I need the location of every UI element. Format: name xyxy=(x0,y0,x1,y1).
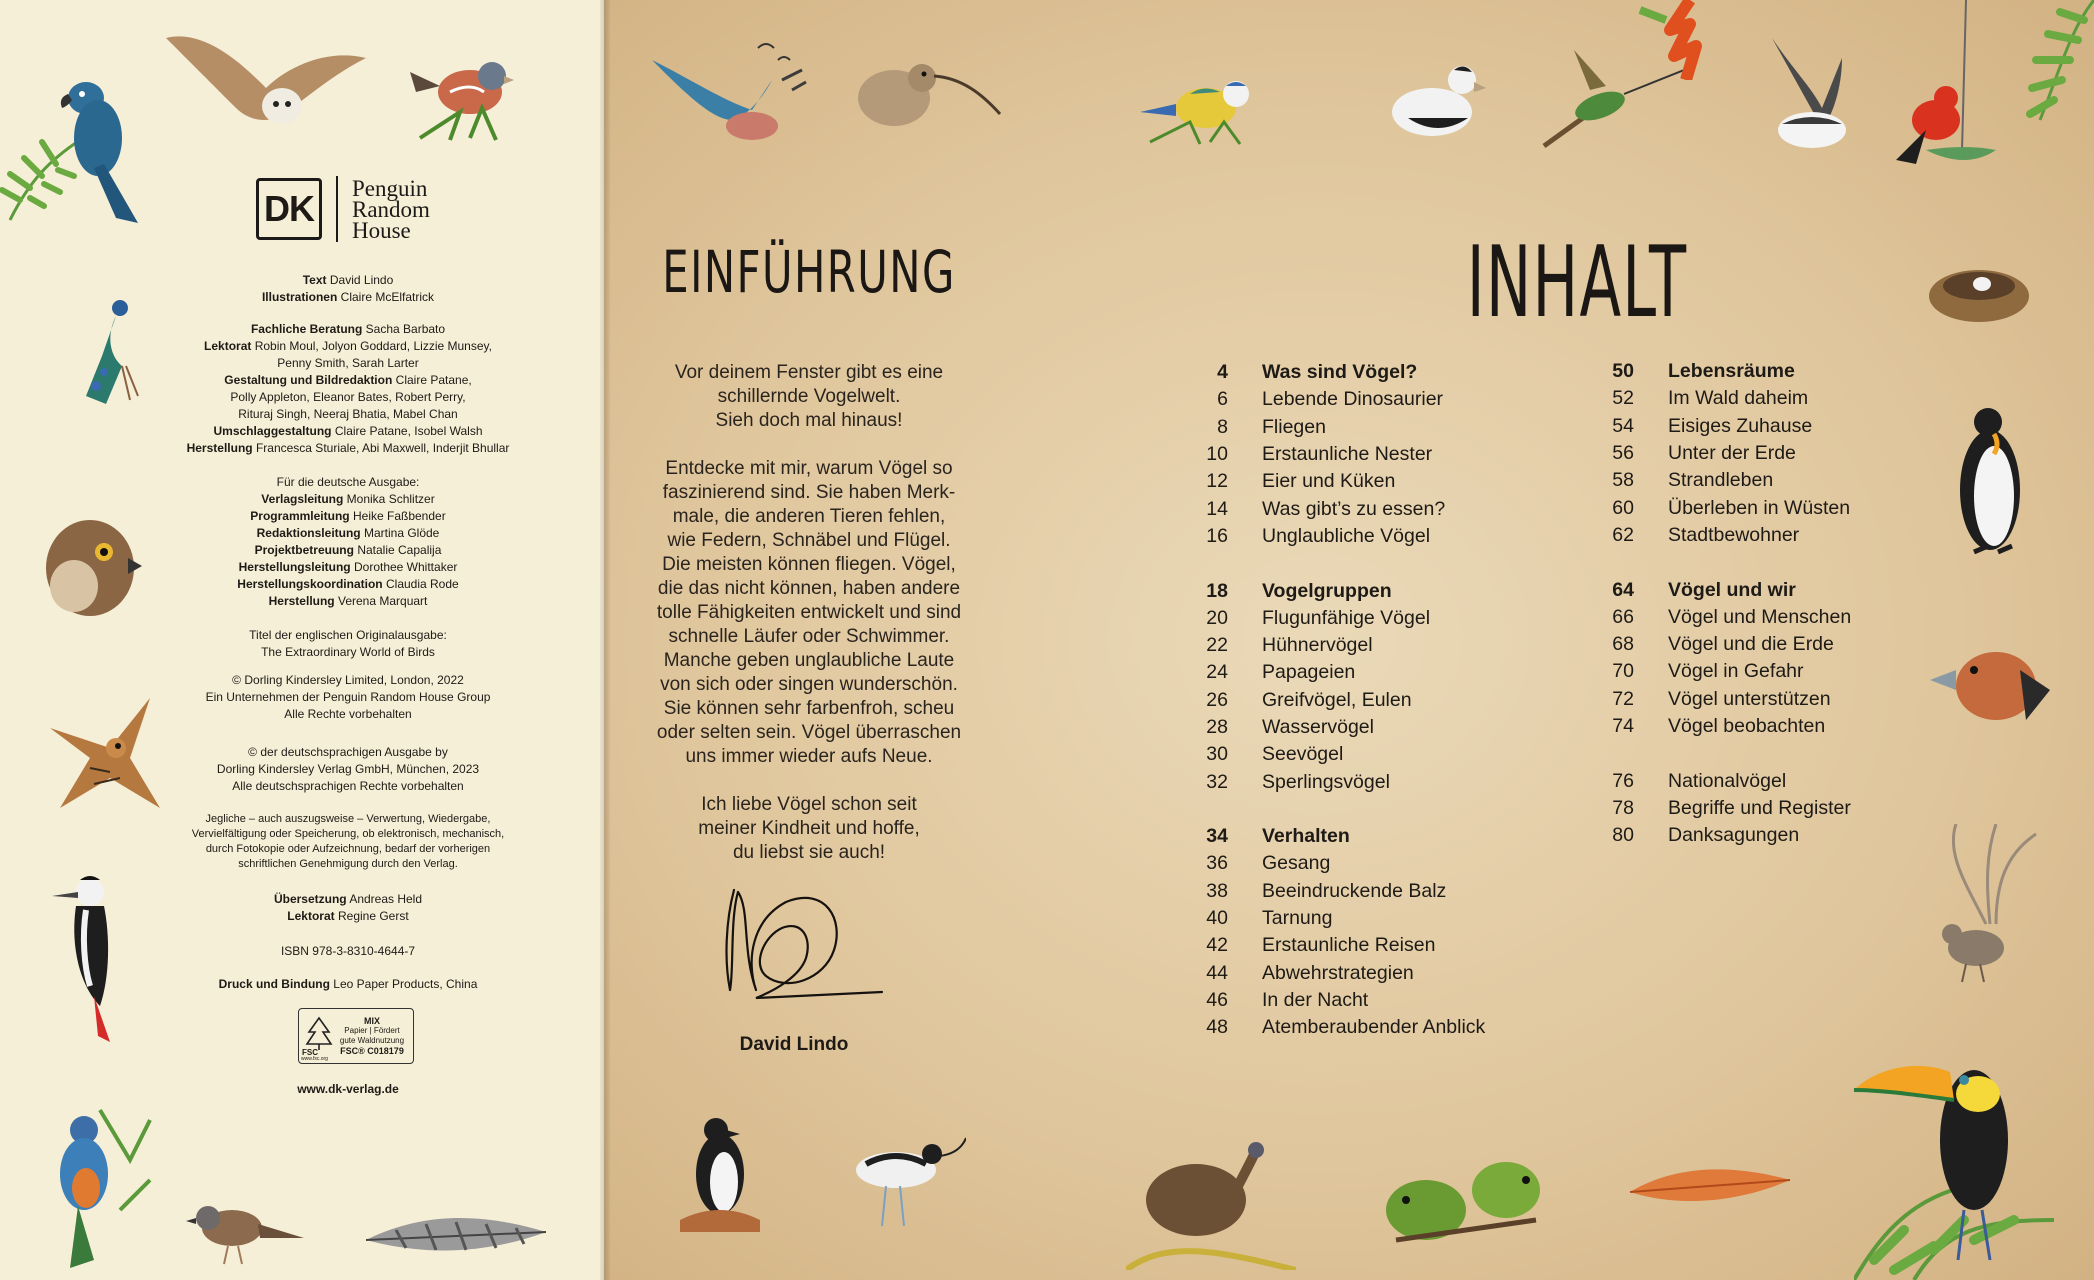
palm-leaves-icon xyxy=(2000,0,2094,130)
credit-line: Projektbetreuung Natalie Capalija xyxy=(254,543,442,557)
copyright-de: © der deutschsprachigen Ausgabe by Dorling Kindersley Verlag GmbH, München, 2023 Alle deutschsprachigen Rechte vorbehalten xyxy=(216,745,480,793)
parrot-icon xyxy=(38,68,148,228)
toc-entry[interactable]: 26 Greifvögel, Eulen xyxy=(1206,688,1412,711)
author-name: David Lindo xyxy=(739,1034,849,1055)
toc-entry[interactable]: 60 Überleben in Wüsten xyxy=(1612,496,1851,519)
credits-translation xyxy=(158,891,538,925)
razorbill-icon xyxy=(680,1112,760,1232)
toc-entry[interactable]: 80 Danksagungen xyxy=(1612,824,1800,847)
toc-right-column xyxy=(1594,358,1851,877)
seabird-icon xyxy=(1752,38,1862,158)
credit-line: Programmleitung Heike Faßbender xyxy=(250,509,446,523)
toc-entry[interactable]: 14 Was gibt’s zu essen? xyxy=(1206,497,1446,520)
toc-heading[interactable]: 34 Verhalten xyxy=(1206,825,1350,848)
fsc-site: www.fsc.org xyxy=(301,1056,328,1062)
original-title: Titel der englischen Originalausgabe: The Extraordinary World of Birds xyxy=(249,628,447,659)
woodpecker-icon xyxy=(50,866,130,1046)
finch-icon xyxy=(410,42,530,142)
tit-icon xyxy=(1140,66,1270,146)
toc-entry[interactable]: 62 Stadtbewohner xyxy=(1612,523,1800,546)
credit-line: Herstellung Francesca Sturiale, Abi Maxwell, Inderjit Bhullar xyxy=(186,441,510,455)
toc-entry[interactable]: 16 Unglaubliche Vögel xyxy=(1206,524,1431,547)
tanager-icon xyxy=(1896,0,1996,190)
heliconia-flower-icon xyxy=(1630,0,1740,80)
toc-entry[interactable]: 78 Begriffe und Register xyxy=(1612,796,1851,819)
publisher-logo xyxy=(256,176,430,242)
lyrebird-icon xyxy=(1926,824,2056,984)
toc-section-vogelgruppen xyxy=(1188,577,1485,795)
eider-icon xyxy=(1388,56,1488,146)
credits-authors xyxy=(158,272,538,306)
toc-entry[interactable]: 6 Lebende Dinosaurier xyxy=(1217,388,1444,411)
credit-line: Illustrationen Claire McElfatrick xyxy=(261,290,435,304)
toc-entry[interactable]: 56 Unter der Erde xyxy=(1612,442,1796,465)
contents-heading: INHALT xyxy=(1466,226,1688,340)
sparrow-icon xyxy=(178,1188,308,1268)
intro-paragraph: Ich liebe Vögel schon seit meiner Kindheit und hoffe, du liebst sie auch! xyxy=(698,794,920,863)
credit-line: Verlagsleitung Monika Schlitzer xyxy=(261,492,435,506)
credit-line: Herstellungskoordination Claudia Rode xyxy=(237,577,459,591)
edition-label: Für die deutsche Ausgabe: xyxy=(276,475,420,489)
toc-entry[interactable]: 30 Seevögel xyxy=(1206,743,1344,766)
author-signature xyxy=(716,880,896,1020)
toc-entry[interactable]: 8 Fliegen xyxy=(1217,415,1326,438)
toc-entry[interactable]: 12 Eier und Küken xyxy=(1206,470,1396,493)
toc-section-voegel-und-wir xyxy=(1594,576,1851,740)
page-fold xyxy=(600,0,610,1280)
toc-entry[interactable]: 68 Vögel und die Erde xyxy=(1612,633,1834,656)
logo-divider xyxy=(336,176,338,242)
legal-notice: Jegliche – auch auszugsweise – Verwertung, Wiedergabe, Vervielfältigung oder Speicherung, ob elektronisch, mechanisch, durch Fotokopie oder Aufzeichnung, bedarf der vorherigen schriftlichen Genehmigung durch den Verlag. xyxy=(191,813,505,870)
toc-entry[interactable]: 40 Tarnung xyxy=(1206,907,1333,930)
copyright-uk: © Dorling Kindersley Limited, London, 2022 Ein Unternehmen der Penguin Random House Group Alle Rechte vorbehalten xyxy=(205,673,491,721)
toc-entry[interactable]: 72 Vögel unterstützen xyxy=(1612,687,1831,710)
credit-line: Rituraj Singh, Neeraj Bhatia, Mabel Chan xyxy=(238,407,458,421)
toc-entry[interactable]: 76 Nationalvögel xyxy=(1612,769,1787,792)
penguin-random-house-logo: Penguin Random House xyxy=(352,175,430,243)
print-credit: Druck und Bindung Leo Paper Products, China xyxy=(218,977,478,991)
feather-icon xyxy=(366,1210,546,1260)
isbn: ISBN 978-3-8310-4644-7 xyxy=(280,944,416,958)
toc-entry[interactable]: 54 Eisiges Zuhause xyxy=(1612,414,1813,437)
toc-section-lebensraeume xyxy=(1594,358,1851,549)
toc-section-appendix xyxy=(1594,767,1851,849)
credit-line: Herstellungsleitung Dorothee Whittaker xyxy=(238,560,458,574)
nest-icon xyxy=(1924,250,2034,330)
toc-entry[interactable]: 42 Erstaunliche Reisen xyxy=(1206,934,1436,957)
credit-line: Redaktionsleitung Martina Glöde xyxy=(256,526,440,540)
credit-line: Lektorat Regine Gerst xyxy=(287,909,409,923)
credits-production xyxy=(158,321,538,457)
toc-entry[interactable]: 20 Flugunfähige Vögel xyxy=(1206,606,1431,629)
toc-section-verhalten xyxy=(1188,823,1485,1041)
toc-entry[interactable]: 48 Atemberaubender Anblick xyxy=(1206,1016,1486,1039)
toc-entry[interactable]: 36 Gesang xyxy=(1206,852,1331,875)
kestrel-icon xyxy=(50,688,170,818)
emu-icon xyxy=(1126,1140,1296,1270)
toc-entry[interactable]: 38 Beeindruckende Balz xyxy=(1206,879,1447,902)
toc-heading[interactable]: 18 Vogelgruppen xyxy=(1206,579,1392,602)
kakapo-icon xyxy=(1376,1140,1556,1250)
intro-paragraph: Vor deinem Fenster gibt es eine schillernde Vogelwelt. Sieh doch mal hinaus! xyxy=(674,362,944,431)
curlew-icon xyxy=(842,48,1002,138)
owl-icon xyxy=(166,28,366,128)
hawfinch-icon xyxy=(1930,630,2050,730)
credits-german-edition xyxy=(158,474,538,610)
toc-entry[interactable]: 44 Abwehrstrategien xyxy=(1206,961,1414,984)
toc-entry[interactable]: 74 Vögel beobachten xyxy=(1612,715,1826,737)
toc-entry[interactable]: 32 Sperlingsvögel xyxy=(1206,770,1390,793)
dk-logo: DK xyxy=(256,178,322,240)
credit-line: Text David Lindo xyxy=(302,273,394,287)
website: www.dk-verlag.de xyxy=(297,1082,399,1096)
penguin-icon xyxy=(1944,400,2034,560)
credit-line: Fachliche Beratung Sacha Barbato xyxy=(250,322,446,336)
credit-line: Umschlaggestaltung Claire Patane, Isobel Walsh xyxy=(213,424,483,438)
credit-line: Polly Appleton, Eleanor Bates, Robert Perry, xyxy=(230,390,466,404)
toc-entry[interactable]: 58 Strandleben xyxy=(1612,469,1774,492)
toc-section-was-sind-voegel xyxy=(1188,359,1485,550)
credit-line: Übersetzung Andreas Held xyxy=(273,892,423,906)
peacock-icon xyxy=(66,296,156,406)
toc-entry[interactable]: 66 Vögel und Menschen xyxy=(1612,605,1852,628)
toc-heading[interactable]: 4 Was sind Vögel? xyxy=(1217,361,1418,384)
fsc-text: MIX Papier | Fördert gute Waldnutzung FSC® C018179 xyxy=(339,1016,405,1056)
credit-line: Herstellung Verena Marquart xyxy=(268,594,428,608)
toc-heading[interactable]: 50 Lebensräume xyxy=(1612,360,1795,383)
credit-line: Lektorat Robin Moul, Jolyon Goddard, Lizzie Munsey, xyxy=(204,339,492,353)
toc-entry[interactable]: 52 Im Wald daheim xyxy=(1612,387,1809,410)
intro-heading: EINFÜHRUNG xyxy=(662,238,956,306)
toucan-icon xyxy=(1854,1050,2094,1280)
toc-entry[interactable]: 70 Vögel in Gefahr xyxy=(1612,660,1804,683)
rosella-icon xyxy=(30,1100,160,1270)
intro-text xyxy=(624,361,994,889)
toc-heading[interactable]: 64 Vögel und wir xyxy=(1612,578,1796,601)
feather-icon xyxy=(1630,1162,1790,1212)
toc-entry[interactable]: 24 Papageien xyxy=(1206,661,1356,684)
credit-line: Gestaltung und Bildredaktion Claire Patane, xyxy=(224,373,472,387)
toc-entry[interactable]: 46 In der Nacht xyxy=(1206,988,1369,1011)
hawk-icon xyxy=(34,512,144,622)
toc-entry[interactable]: 28 Wasservögel xyxy=(1206,716,1374,738)
credit-line: Penny Smith, Sarah Larter xyxy=(277,356,419,370)
intro-paragraph: Entdecke mit mir, warum Vögel so faszinierend sind. Sie haben Merk- male, die anderen Tieren fehlen, wie Federn, Schnäbel und Flügel. Die meisten können fliegen. Vögel, die das nicht können, haben andere tolle Fähigkeiten entwickelt und sind schnelle Läufer oder Schwimmer. Manche geben unglaubliche Laute von sich oder singen wunderschön. Sie können sehr farbenfroh, scheu oder selten sein. Vögel überraschen uns immer wieder aufs Neue. xyxy=(656,458,962,767)
toc-left-column xyxy=(1188,359,1485,1069)
avocet-icon xyxy=(836,1130,966,1230)
fsc-brand: FSC xyxy=(302,1048,318,1057)
toc-entry[interactable]: 22 Hühnervögel xyxy=(1206,634,1373,657)
toc-entry[interactable]: 10 Erstaunliche Nester xyxy=(1206,443,1433,466)
swallow-icon xyxy=(652,40,812,150)
